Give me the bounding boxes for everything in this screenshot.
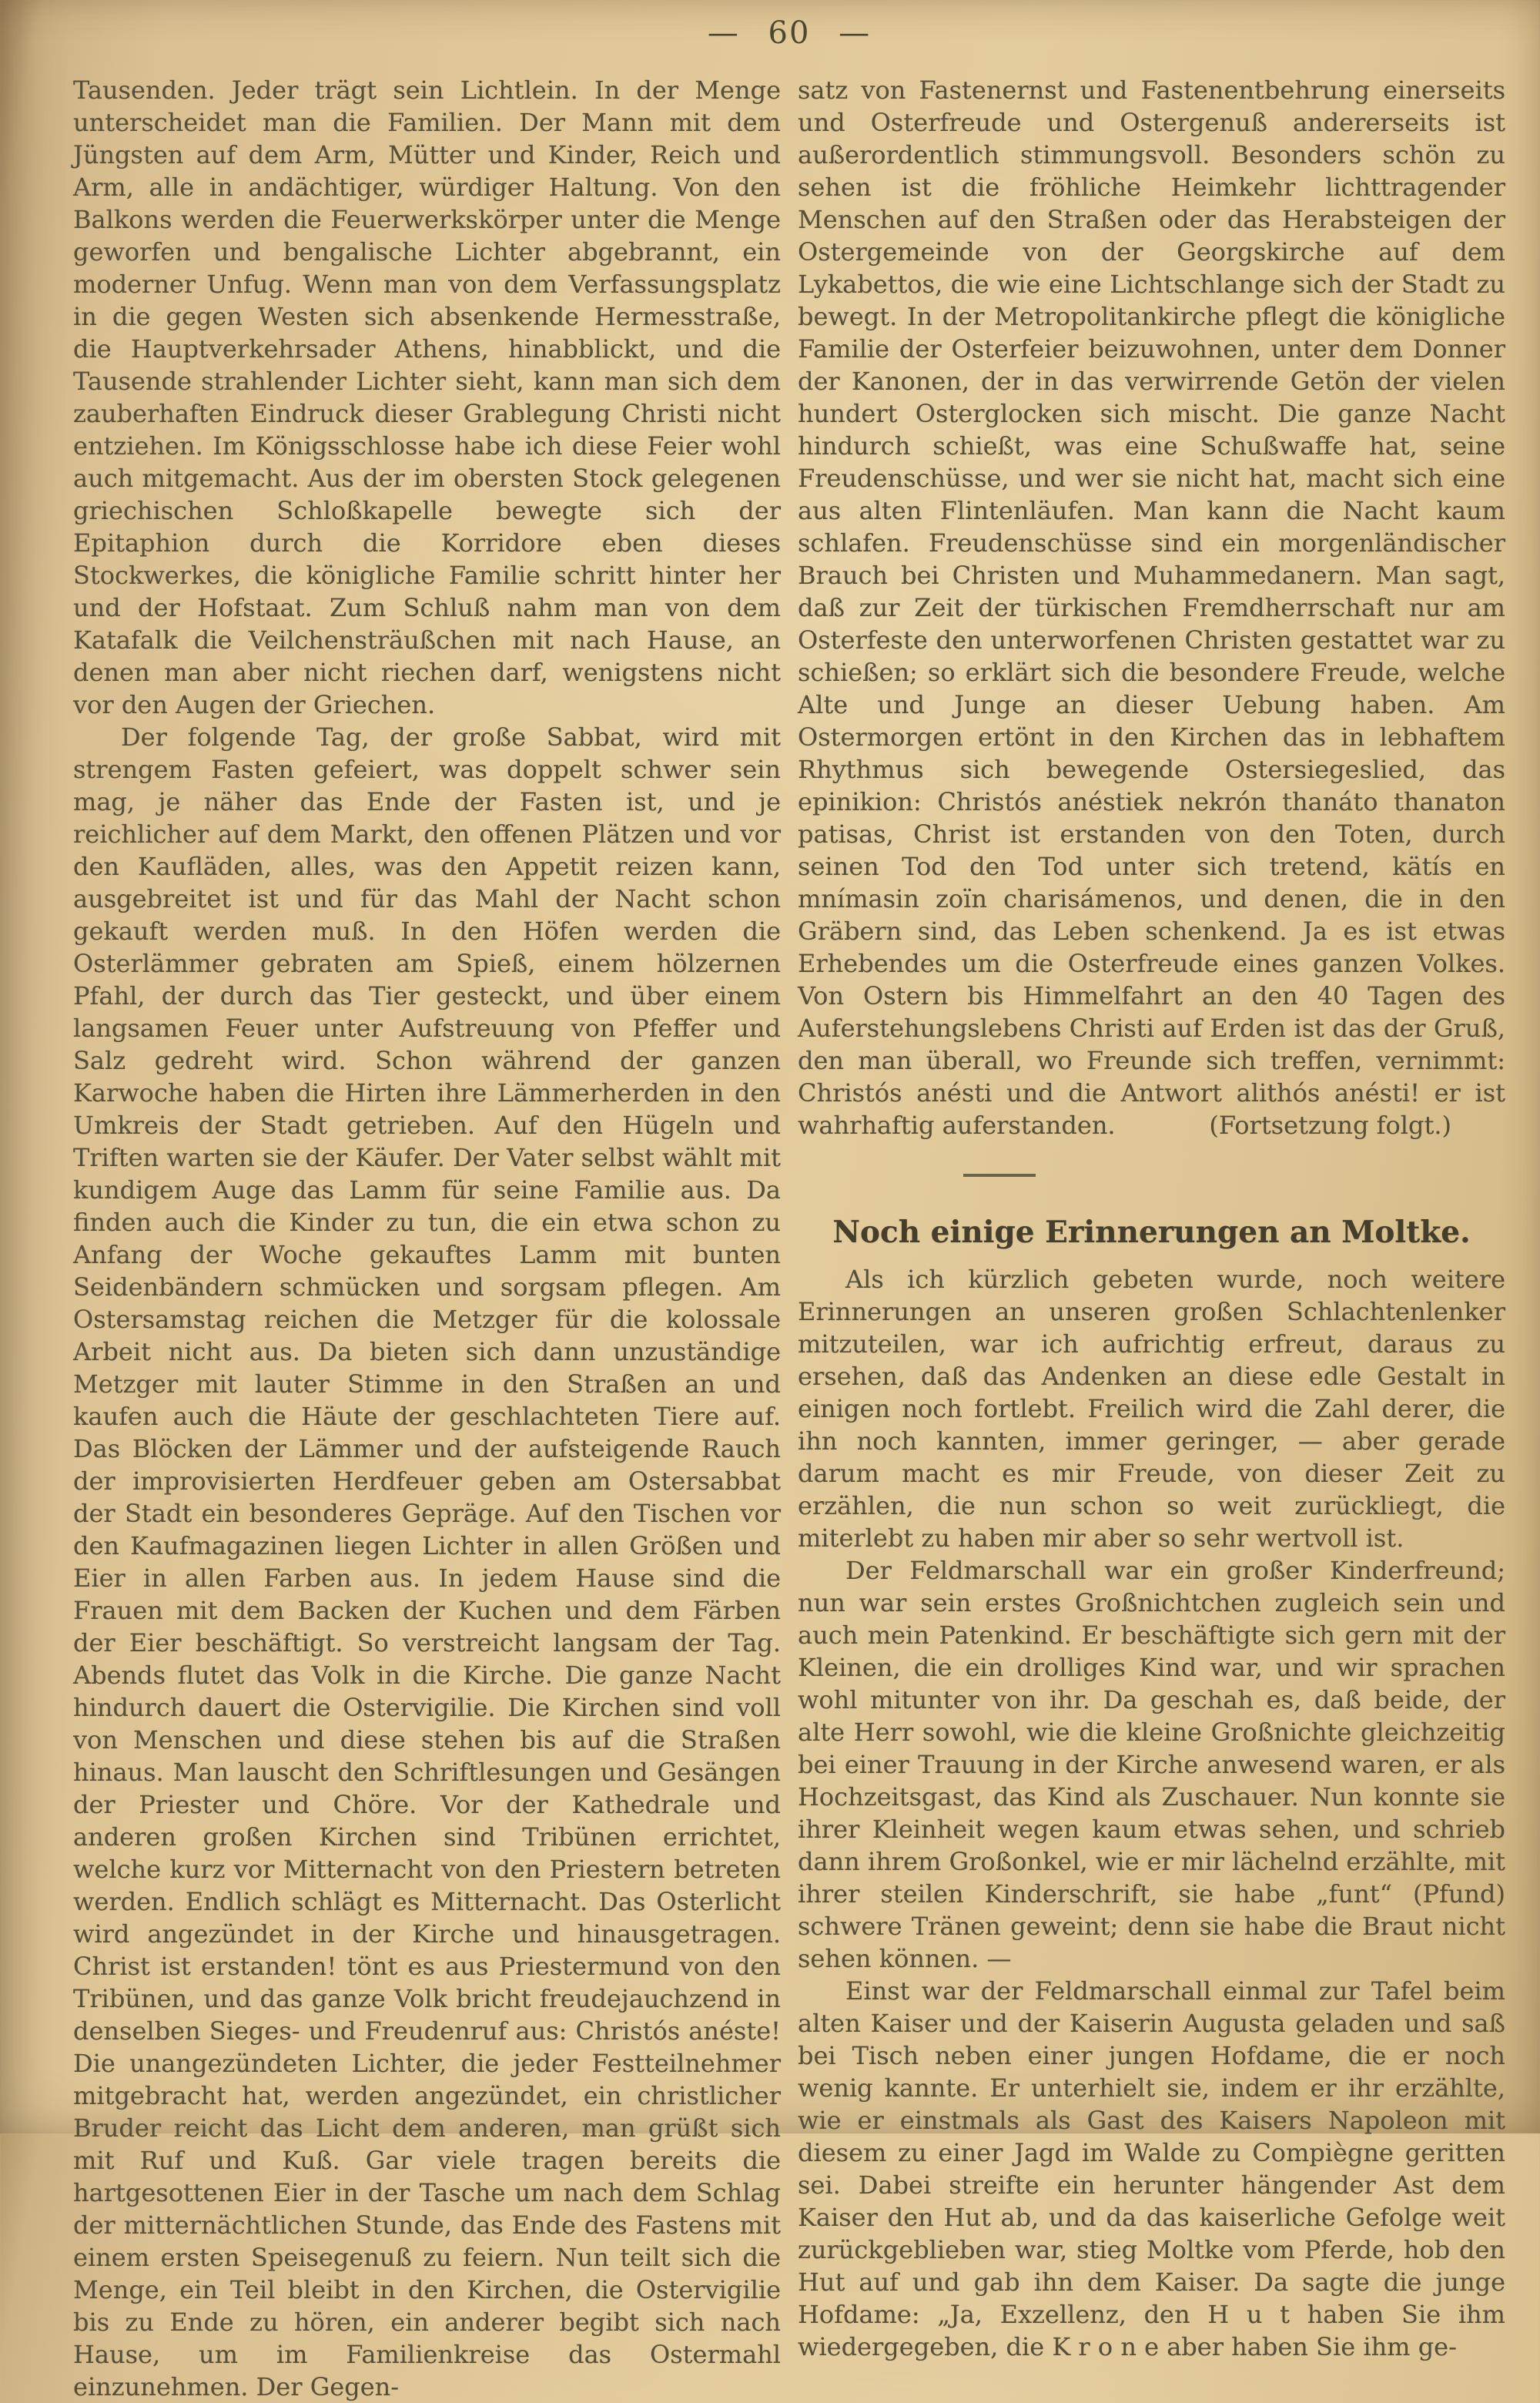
left-column	[73, 74, 781, 2403]
article1-left-paragraph-2: Der folgende Tag, der große Sabbat, wird mit strengem Fasten gefeiert, was doppelt schwer sein mag, je näher das Ende der Fasten ist, und je reichlicher auf dem Markt, den offenen Plätzen und vor den Kaufläden, alles, was den Appetit reizen kann, ausgebreitet ist und für das Mahl der Nacht schon gekauft werden muß. In den Höfen werden die Osterlämmer gebraten am Spieß, einem hölzernen Pfahl, der durch das Tier gesteckt, und über einem langsamen Feuer unter Aufstreuung von Pfeffer und Salz gedreht wird. Schon während der ganzen Karwoche haben die Hirten ihre Lämmerherden in den Umkreis der Stadt getrieben. Auf den Hügeln und Triften warten sie der Käufer. Der Vater selbst wählt mit kundigem Auge das Lamm für seine Familie aus. Da finden auch die Kinder zu tun, die ein etwa schon zu Anfang der Woche gekauftes Lamm mit bunten Seidenbändern schmücken und sorgsam pflegen. Am Ostersamstag reichen die Metzger für die kolossale Arbeit nicht aus. Da bieten sich dann unzuständige Metzger mit lauter Stimme in den Straßen an und kaufen auch die Häute der geschlachteten Tiere auf. Das Blöcken der Lämmer und der aufsteigende Rauch der improvisierten Herdfeuer geben am Ostersabbat der Stadt ein besonderes Gepräge. Auf den Tischen vor den Kaufmagazinen liegen Lichter in allen Größen und Eier in allen Farben aus. In jedem Hause sind die Frauen mit dem Backen der Kuchen und dem Färben der Eier beschäftigt. So verstreicht langsam der Tag. Abends flutet das Volk in die Kirche. Die ganze Nacht hindurch dauert die Ostervigilie. Die Kirchen sind voll von Menschen und diese stehen bis auf die Straßen hinaus. Man lauscht den Schriftlesungen und Gesängen der Priester und Chöre. Vor der Kathedrale und anderen großen Kirchen sind Tribünen errichtet, welche kurz vor Mitternacht von den Priestern betreten werden. Endlich schlägt es Mitternacht. Das Osterlicht wird angezündet in der Kirche und hinausgetragen. Christ ist erstanden! tönt es aus Priestermund von den Tribünen, und das ganze Volk bricht freudejauchzend in denselben Sieges- und Freudenruf aus: Christós anéste! Die unangezündeten Lichter, die jeder Festteilnehmer mitgebracht hat, werden angezündet, ein christlicher Bruder reicht das Licht dem anderen, man grüßt sich mit Ruf und Kuß. Gar viele tragen bereits die hartgesottenen Eier in der Tasche um nach dem Schlag der mitternächtlichen Stunde, das Ende des Fastens mit einem ersten Speisegenuß zu feiern. Nun teilt sich die Menge, ein Teil bleibt in den Kirchen, die Ostervigilie bis zu Ende zu hören, ein anderer begibt sich nach Hause, um im Familienkreise das Ostermahl einzunehmen. Der Gegen-	[73, 722, 781, 2401]
article2-paragraph-1: Als ich kürzlich gebeten wurde, noch weitere Erinnerungen an unseren großen Schlachtenlenker mitzuteilen, war ich aufrichtig erfreut, daraus zu ersehen, daß das Andenken an diese edle Gestalt in einigen noch fortlebt. Freilich wird die Zahl derer, die ihn noch kannten, immer geringer, — aber gerade darum macht es mir Freude, von dieser Zeit zu erzählen, die nun schon so weit zurückliegt, die miterlebt zu haben mir aber so sehr wertvoll ist.	[798, 1265, 1505, 1553]
article2-paragraph-3: Einst war der Feldmarschall einmal zur Tafel beim alten Kaiser und der Kaiserin Augusta geladen und saß bei Tisch neben einer jungen Hofdame, die er noch wenig kannte. Er unterhielt sie, indem er ihr erzählte, wie er einstmals als Gast des Kaisers Napoleon mit diesem zu einer Jagd im Walde zu Compiègne geritten sei. Dabei streifte ein herunter hängender Ast dem Kaiser den Hut ab, und da das kaiserliche Gefolge weit zurückgeblieben war, stieg Moltke vom Pferde, hob den Hut auf und gab ihn dem Kaiser. Da sagte die junge Hofdame: „Ja, Exzellenz, den H u t haben Sie ihm wiedergegeben, die K r o n e aber haben Sie ihm ge-	[798, 1976, 1505, 2361]
text-columns	[73, 74, 1505, 2403]
article-title: Noch einige Erinnerungen an Moltke.	[832, 1215, 1471, 1250]
article1-right-paragraph	[798, 74, 1505, 1141]
continuation-note: (Fortsetzung folgt.)	[1209, 1111, 1451, 1140]
section-separator-rule	[963, 1174, 1036, 1177]
right-column	[798, 74, 1505, 2403]
article1-left-paragraph-1: Tausenden. Jeder trägt sein Lichtlein. In der Menge unterscheidet man die Familien. Der Mann mit dem Jüngsten auf dem Arm, Mütter und Kinder, Reich und Arm, alle in andächtiger, würdiger Haltung. Von den Balkons werden die Feuerwerkskörper unter die Menge geworfen und bengalische Lichter abgebrannt, ein moderner Unfug. Wenn man von dem Verfassungsplatz in die gegen Westen sich absenkende Hermesstraße, die Hauptverkehrsader Athens, hinabblickt, und die Tausende strahlender Lichter sieht, kann man sich dem zauberhaften Eindruck dieser Grablegung Christi nicht entziehen. Im Königsschlosse habe ich diese Feier wohl auch mitgemacht. Aus der im obersten Stock gelegenen griechischen Schloßkapelle bewegte sich der Epitaphion durch die Korridore eben dieses Stockwerkes, die königliche Familie schritt hinter her und der Hofstaat. Zum Schluß nahm man von dem Katafalk die Veilchensträußchen mit nach Hause, an denen man aber nicht riechen darf, wenigstens nicht vor den Augen der Griechen.	[73, 75, 781, 719]
page-number: — 60 —	[707, 15, 872, 51]
article1-right-paragraph-text: satz von Fastenernst und Fastenentbehrung einerseits und Osterfreude und Ostergenuß andererseits ist außerordentlich stimmungsvoll. Besonders schön zu sehen ist die fröhliche Heimkehr lichttragender Menschen auf den Straßen oder das Herabsteigen der Ostergemeinde von der Georgskirche auf dem Lykabettos, die wie eine Lichtschlange sich der Stadt zu bewegt. In der Metropolitankirche pflegt die königliche Familie der Osterfeier beizuwohnen, unter dem Donner der Kanonen, der in das verwirrende Getön der vielen hundert Osterglocken sich mischt. Die ganze Nacht hindurch schießt, was eine Schußwaffe hat, seine Freudenschüsse, und wer sie nicht hat, macht sich eine aus alten Flintenläufen. Man kann die Nacht kaum schlafen. Freudenschüsse sind ein morgenländischer Brauch bei Christen und Muhammedanern. Man sagt, daß zur Zeit der türkischen Fremdherrschaft nur am Osterfeste den unterworfenen Christen gestattet war zu schießen; so erklärt sich die besondere Freude, welche Alte und Junge an dieser Uebung haben. Am Ostermorgen ertönt in den Kirchen das in lebhaftem Rhythmus sich bewegende Ostersiegeslied, das epinikion: Christós anéstiek nekrón thanáto thanaton patisas, Christ ist erstanden von den Toten, durch seinen Tod den Tod unter sich tretend, kätís en mnímasin zoïn charisámenos, und denen, die in den Gräbern sind, das Leben schenkend. Ja es ist etwas Erhebendes um die Osterfreude eines ganzen Volkes. Von Ostern bis Himmelfahrt an den 40 Tagen des Auferstehungslebens Christi auf Erden ist das der Gruß, den man überall, wo Freunde sich treffen, vernimmt: Christós anésti und die Antwort alithós anésti! er ist wahrhaftig auferstanden.	[798, 75, 1505, 1140]
article2-paragraph-2: Der Feldmarschall war ein großer Kinderfreund; nun war sein erstes Großnichtchen zugleich sein und auch mein Patenkind. Er beschäftigte sich gern mit der Kleinen, die ein drolliges Kind war, und wir sprachen wohl mitunter von ihr. Da geschah es, daß beide, der alte Herr sowohl, wie die kleine Großnichte gleichzeitig bei einer Trauung in der Kirche anwesend waren, er als Hochzeitsgast, das Kind als Zuschauer. Nun konnte sie ihrer Kleinheit wegen kaum etwas sehen, und schrieb dann ihrem Großonkel, wie er mir lächelnd erzählte, mit ihrer steilen Kinderschrift, sie habe „funt“ (Pfund) schwere Tränen geweint; denn sie habe die Braut nicht sehen können. —	[798, 1556, 1505, 1973]
